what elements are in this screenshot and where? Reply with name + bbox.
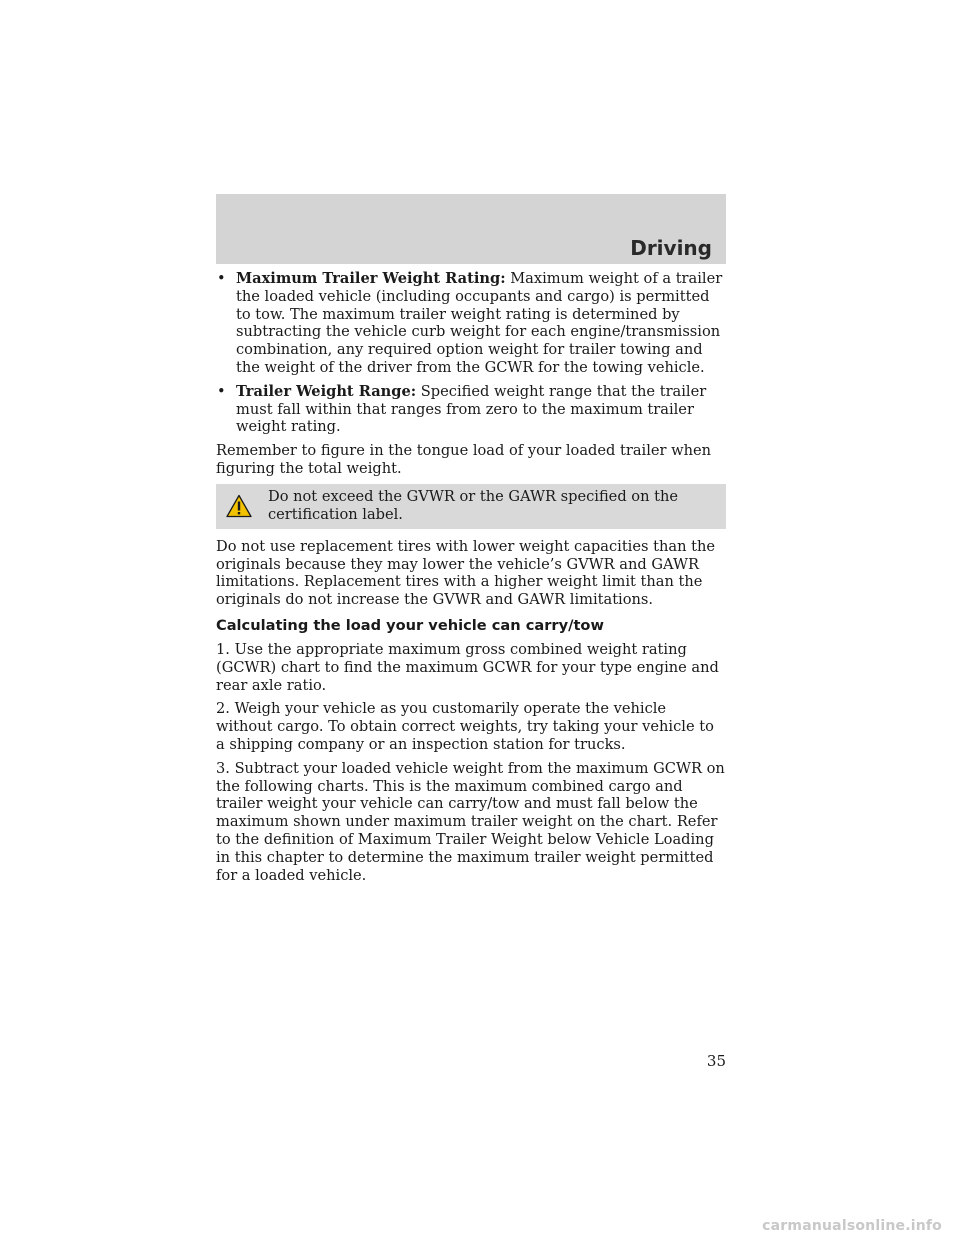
bullet-text: Specified weight range that the trailer must fall within that ranges from zero to the maximum trailer weight rating. (236, 382, 707, 436)
paragraph-tongue-load: Remember to figure in the tongue load of your loaded trailer when figuring the total weight. (216, 442, 712, 477)
bullet-term: Trailer Weight Range: (236, 382, 417, 400)
bullet-text: Maximum weight of a trailer the loaded vehicle (including occupants and cargo) is permitted to tow. The maximum trailer weight rating is determined by subtracting the vehicle curb weight for each engine/transmission combination, any required option weight for trailer towing and the weight of the driver from the GCWR for the towing vehicle. (236, 270, 723, 376)
page-number: 35 (706, 1052, 726, 1070)
warning-box (216, 484, 726, 529)
warning-triangle-icon (226, 494, 252, 518)
bullet-item (216, 270, 726, 377)
section-title: Driving (630, 236, 712, 260)
warning-text: Do not exceed the GVWR or the GAWR specified on the certification label. (268, 487, 679, 523)
step-item: 3. Subtract your loaded vehicle weight from the maximum GCWR on the following charts. This is the maximum combined cargo and trailer weight your vehicle can carry/tow and must fall below the maximum shown under maximum trailer weight on the chart. Refer to the definition of Maximum Trailer Weight below Vehicle Loading in this chapter to determine the maximum trailer weight permitted for a loaded vehicle. (216, 759, 725, 884)
bullet-dot: • (217, 270, 226, 287)
section-header-band (216, 194, 726, 264)
bullet-term: Maximum Trailer Weight Rating: (236, 270, 506, 287)
watermark: carmanualsonline.info (762, 1218, 942, 1234)
page-content (216, 270, 726, 890)
step-item: 2. Weigh your vehicle as you customarily operate the vehicle without cargo. To obtain correct weights, try taking your vehicle to a shipping company or an inspection station for trucks. (216, 700, 714, 753)
subheading: Calculating the load your vehicle can carry/tow (216, 616, 604, 634)
paragraph-replacement-tires: Do not use replacement tires with lower weight capacities than the originals because they may lower the vehicle’s GVWR and GAWR limitations. Replacement tires with a higher weight limit than the originals do not increase the GVWR and GAWR limitations. (216, 537, 716, 609)
bullet-item (216, 383, 726, 436)
bullet-dot: • (217, 382, 226, 400)
step-item: 1. Use the appropriate maximum gross combined weight rating (GCWR) chart to find the maximum GCWR for your type engine and rear axle ratio. (216, 640, 719, 694)
